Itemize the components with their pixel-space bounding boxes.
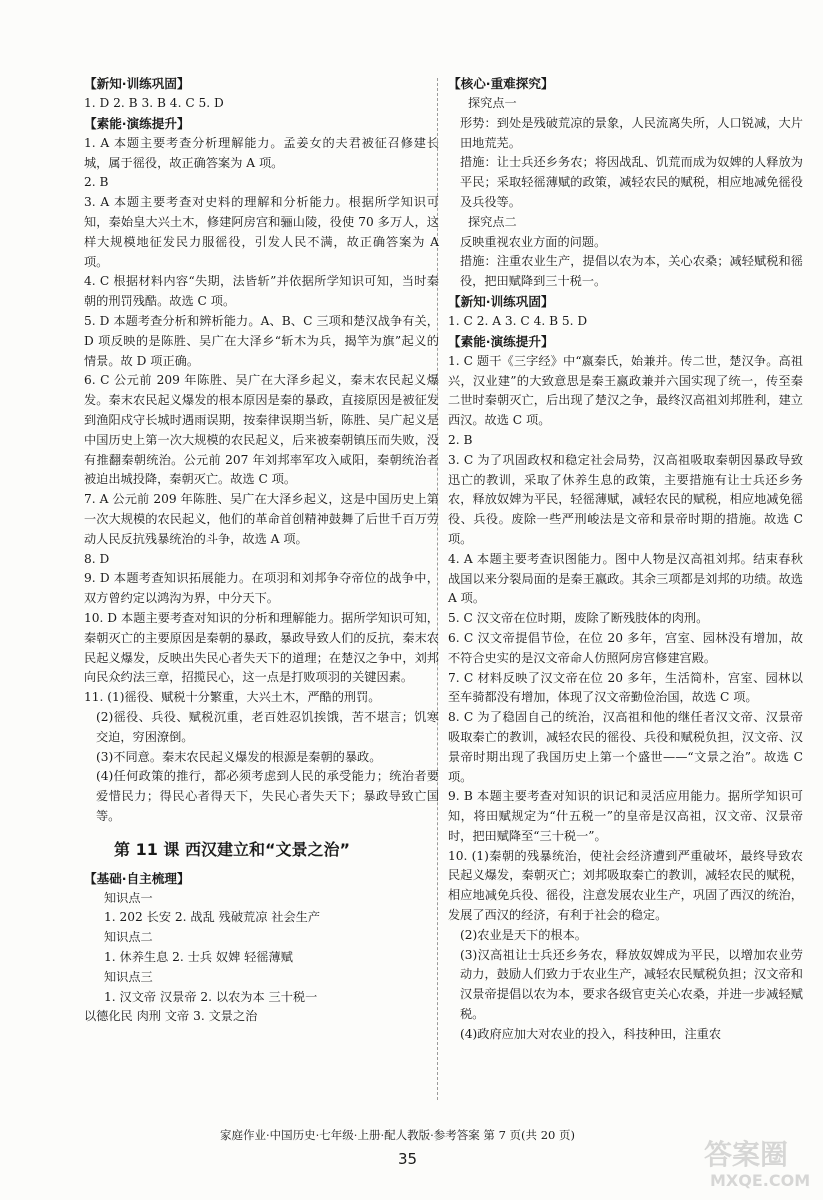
answer-item: 2. B (448, 432, 473, 447)
svg-text:MXQE.COM: MXQE.COM (710, 1171, 811, 1190)
answer-subitem: (4)政府应加大对农业的投入，科技种田，注重农 (460, 1026, 722, 1041)
explore-point-label: 探究点二 (468, 214, 517, 229)
explore-text: 措施：注重农业生产，提倡以农为本，关心农桑；减轻赋税和徭役，把田赋降到三十税一。 (460, 254, 803, 289)
answer-item: 6. C 公元前 209 年陈胜、吴广在大泽乡起义，秦末农民起义爆发。秦末农民起义爆发的根本原因是秦的暴政，直接原因是被征发到渔阳戍守长城时遇雨误期，按秦律误期当斩，陈胜、吴广起义是中国历史上第一次大规模的农民起义，后来被秦朝镇压而失败，没有推翻秦朝统治。公元前 207 年刘邦率军攻入咸阳，秦朝统治者被迫出城投降，秦朝灭亡。故选 C 项。 (84, 373, 439, 487)
fill-answer: 1. 汉文帝 汉景帝 2. 以农为本 三十税一 (104, 989, 318, 1004)
answer-item: 1. A 本题主要考查分析理解能力。孟姜女的夫君被征召修建长城，属于徭役，故正确答案为 A 项。 (84, 135, 439, 170)
section-header: 【新知·训练巩固】 (84, 76, 190, 91)
fill-answer: 1. 202 长安 2. 战乱 残破荒凉 社会生产 (104, 910, 321, 925)
answer-item: 4. A 本题主要考查识图能力。图中人物是汉高祖刘邦。结束春秋战国以来分裂局面的是秦王嬴政。其余三项都是刘邦的功绩。故选 A 项。 (448, 551, 803, 606)
section-header: 【核心·重难探究】 (448, 76, 554, 91)
left-column (84, 74, 439, 1027)
knowledge-point-label: 知识点二 (104, 930, 153, 945)
answer-item: 5. D 本题考查分析和辨析能力。A、B、C 三项和楚汉战争有关，D 项反映的是陈胜、吴广在大泽乡“斩木为兵，揭竿为旗”起义的情景。故 D 项正确。 (84, 313, 439, 368)
answer-item: 3. A 本题主要考查对史料的理解和分析能力。根据所学知识可知，秦始皇大兴土木，修建阿房宫和骊山陵，役使 70 多万人，这样大规模地征发民力服徭役，引发人民不满，故正确答案为 A 项。 (84, 195, 439, 269)
knowledge-point-label: 知识点三 (104, 969, 153, 984)
answer-subitem: (2)徭役、兵役、赋税沉重，老百姓忍饥挨饿，苦不堪言；饥寒交迫，穷困潦倒。 (96, 709, 439, 744)
explore-text: 反映重视农业方面的问题。 (460, 234, 607, 249)
svg-text:答案圈: 答案圈 (704, 1138, 789, 1171)
answer-subitem: (3)不同意。秦末农民起义爆发的根源是秦朝的暴政。 (96, 749, 382, 764)
answer-subitem: (4)任何政策的推行，都必须考虑到人民的承受能力；统治者要爱惜民力；得民心者得天下，失民心者失天下；暴政导致亡国等。 (96, 769, 439, 823)
answer-item: 7. C 材料反映了汉文帝在位 20 多年，生活简朴，宫室、园林以至车骑都没有增加，体现了汉文帝勤俭治国，故选 C 项。 (448, 670, 803, 705)
explore-point-label: 探究点一 (468, 96, 517, 110)
right-column (448, 74, 803, 1045)
answer-item: 8. C 为了稳固自己的统治，汉高祖和他的继任者汉文帝、汉景帝吸取秦亡的教训，减轻农民的徭役、兵役和赋税负担，汉文帝、汉景帝时期出现了我国历史上第一个盛世——“文景之治”。故选 C 项。 (448, 710, 803, 784)
explore-text: 形势：到处是残破荒凉的景象，人民流离失所，人口锐减，大片田地荒芜。 (460, 115, 803, 150)
section-header: 【新知·训练巩固】 (448, 293, 554, 309)
fill-answer: 以德化民 肉刑 文帝 3. 文景之治 (84, 1009, 258, 1024)
section-header: 【素能·演练提升】 (84, 115, 190, 131)
answer-item: 1. C 题干《三字经》中“嬴秦氏，始兼并。传二世，楚汉争。高祖兴，汉业建”的大致意思是秦王嬴政兼并六国实现了统一，传至秦二世时秦朝灭亡，后出现了楚汉之争，最终汉高祖刘邦胜利，建立西汉。故选 C 项。 (448, 353, 803, 428)
answer-item: 10. (1)秦朝的残暴统治，使社会经济遭到严重破坏，最终导致农民起义爆发，秦朝灭亡；刘邦吸取秦亡的教训，减轻农民的赋税，相应地减免兵役、徭役，注意发展农业生产，巩固了西汉的统治，发展了西汉的经济，有利于社会的稳定。 (448, 848, 803, 923)
page-footer: 家庭作业·中国历史·七年级·上册·配人教版·参考答案 第 7 页(共 20 页) (220, 1128, 575, 1142)
answer-subitem: (2)农业是天下的根本。 (460, 927, 587, 942)
answer-item: 10. D 本题主要考查对知识的分析和理解能力。据所学知识可知，秦朝灭亡的主要原因是秦朝的暴政，暴政导致人们的反抗，秦末农民起义爆发，反映出失民心者失天下的道理；在楚汉之争中，刘邦向民众约法三章，招揽民心，这一点是打败项羽的关键因素。 (84, 610, 439, 685)
answer-item: 3. C 为了巩固政权和稳定社会局势，汉高祖吸取秦朝因暴政导致迅亡的教训，采取了休养生息的政策，主要措施有让士兵还乡务农，释放奴婢为平民，轻徭薄赋，减轻农民的赋税，相应地减免徭役、兵役。废除一些严刑峻法是文帝和景帝时期的措施。故选 C 项。 (448, 452, 803, 546)
watermark-logo (700, 1130, 812, 1192)
knowledge-point-label: 知识点一 (104, 890, 153, 905)
answer-item: 5. C 汉文帝在位时期，废除了断残肢体的肉刑。 (448, 611, 709, 626)
lesson-title: 第 11 课 西汉建立和“文景之治” (114, 839, 351, 859)
answer-item: 2. B (84, 175, 109, 190)
explore-text: 措施：让士兵还乡务农；将因战乱、饥荒而成为奴婢的人释放为平民；采取轻徭薄赋的政策，减轻农民的赋税，相应地减免徭役及兵役等。 (460, 155, 803, 209)
answer-item: 7. A 公元前 209 年陈胜、吴广在大泽乡起义，这是中国历史上第一次大规模的农民起义，他们的革命首创精神鼓舞了后世千百万劳动人民反抗残暴统治的斗争，故选 A 项。 (84, 492, 439, 546)
page-number: 35 (398, 1150, 418, 1168)
answer-item: 9. D 本题考查知识拓展能力。在项羽和刘邦争夺帝位的战争中，双方曾约定以鸿沟为界，中分天下。 (84, 571, 439, 606)
section-header: 【基础·自主梳理】 (84, 870, 190, 886)
answer-item: 4. C 根据材料内容“失期，法皆斩”并依据所学知识可知，当时秦朝的刑罚残酷。故选 C 项。 (84, 274, 439, 309)
answer-item: 11. (1)徭役、赋税十分繁重，大兴土木，严酷的刑罚。 (84, 690, 381, 705)
answer-item: 9. B 本题主要考查对知识的识记和灵活应用能力。据所学知识可知，将田赋规定为“什五税一”的皇帝是汉高祖，汉文帝、汉景帝时，把田赋降至“三十税一”。 (448, 789, 803, 843)
answer-subitem: (3)汉高祖让士兵还乡务农，释放奴婢成为平民，以增加农业劳动力，鼓励人们致力于农业生产，减轻农民赋税负担；汉文帝和汉景帝提倡以农为本，要求各级官吏关心农桑，并进一步减轻赋税。 (460, 947, 803, 1022)
section-header: 【素能·演练提升】 (448, 333, 554, 349)
answer-item: 6. C 汉文帝提倡节俭，在位 20 多年，宫室、园林没有增加，故不符合史实的是汉文帝命人仿照阿房宫修建宫殿。 (448, 630, 803, 665)
answer-line: 1. C 2. A 3. C 4. B 5. D (448, 313, 588, 328)
answer-item: 8. D (84, 551, 110, 566)
fill-answer: 1. 休养生息 2. 士兵 奴婢 轻徭薄赋 (104, 950, 293, 965)
answer-line: 1. D 2. B 3. B 4. C 5. D (84, 96, 224, 110)
